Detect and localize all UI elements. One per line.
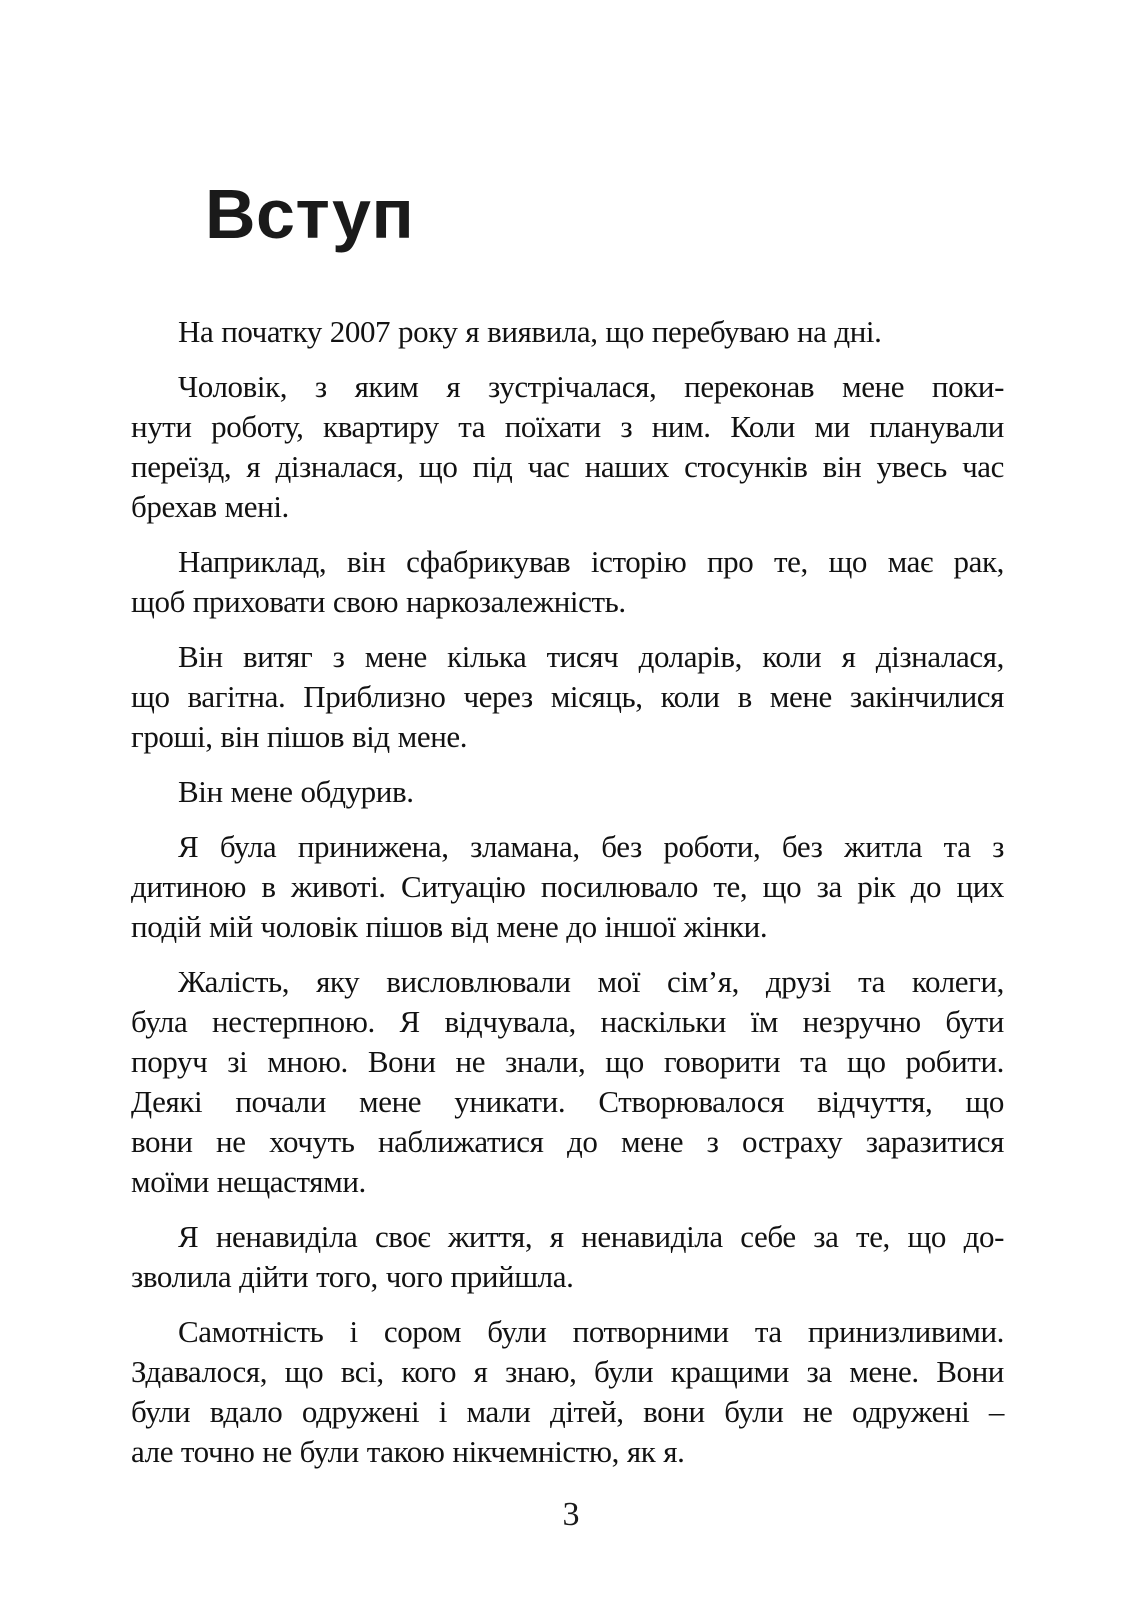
page-body: [131, 312, 1004, 1472]
text-line: були вдало одружені і мали дітей, вони були не одружені –: [131, 1394, 1004, 1429]
text-line: Він витяг з мене кілька тисяч доларів, коли я дізналася,: [178, 639, 1004, 674]
text-line: гроші, він пішов від мене.: [131, 719, 468, 754]
page-number: 3: [562, 1496, 580, 1533]
paragraph: [131, 772, 1004, 812]
text-line: нути роботу, квартиру та поїхати з ним. Коли ми планували: [131, 409, 1004, 444]
text-line: Наприклад, він сфабрикував історію про те, що має рак,: [178, 544, 1004, 579]
text-line: брехав мені.: [131, 489, 289, 524]
text-line: Здавалося, що всі, кого я знаю, були кращими за мене. Вони: [131, 1354, 1004, 1389]
paragraph: [131, 312, 1004, 352]
text-line: Я ненавиділа своє життя, я ненавиділа себе за те, що до-: [178, 1219, 1004, 1254]
paragraph: [131, 542, 1004, 622]
paragraph: [131, 1312, 1004, 1472]
paragraph: [131, 962, 1004, 1202]
text-line: переїзд, я дізналася, що під час наших стосунків він увесь час: [131, 449, 1004, 484]
chapter-title: Вступ: [205, 174, 415, 253]
paragraph: [131, 827, 1004, 947]
text-line: поруч зі мною. Вони не знали, що говорити та що робити.: [131, 1044, 1004, 1079]
text-line: Він мене обдурив.: [178, 774, 414, 809]
text-line: але точно не були такою нікчемністю, як я.: [131, 1434, 685, 1469]
text-line: Деякі почали мене уникати. Створювалося відчуття, що: [131, 1084, 1004, 1119]
text-line: Самотність і сором були потворними та принизливими.: [178, 1314, 1004, 1349]
text-line: Чоловік, з яким я зустрічалася, переконав мене поки-: [178, 369, 1004, 404]
paragraph: [131, 367, 1004, 527]
paragraph: [131, 1217, 1004, 1297]
text-line: зволила дійти того, чого прийшла.: [131, 1259, 574, 1294]
text-line: Жалість, яку висловлювали мої сім’я, друзі та колеги,: [178, 964, 1004, 999]
text-line: моїми нещастями.: [131, 1164, 366, 1199]
text-line: подій мій чоловік пішов від мене до іншої жінки.: [131, 909, 768, 944]
text-line: Я була принижена, зламана, без роботи, без житла та з: [178, 829, 1004, 864]
paragraph: [131, 637, 1004, 757]
text-line: дитиною в животі. Ситуацію посилювало те, що за рік до цих: [131, 869, 1004, 904]
text-line: що вагітна. Приблизно через місяць, коли в мене закінчилися: [131, 679, 1004, 714]
text-line: вони не хочуть наближатися до мене з остраху заразитися: [131, 1124, 1004, 1159]
text-line: щоб приховати свою наркозалежність.: [131, 584, 626, 619]
text-line: На початку 2007 року я виявила, що перебуваю на дні.: [178, 314, 882, 349]
text-line: була нестерпною. Я відчувала, наскільки їм незручно бути: [131, 1004, 1004, 1039]
